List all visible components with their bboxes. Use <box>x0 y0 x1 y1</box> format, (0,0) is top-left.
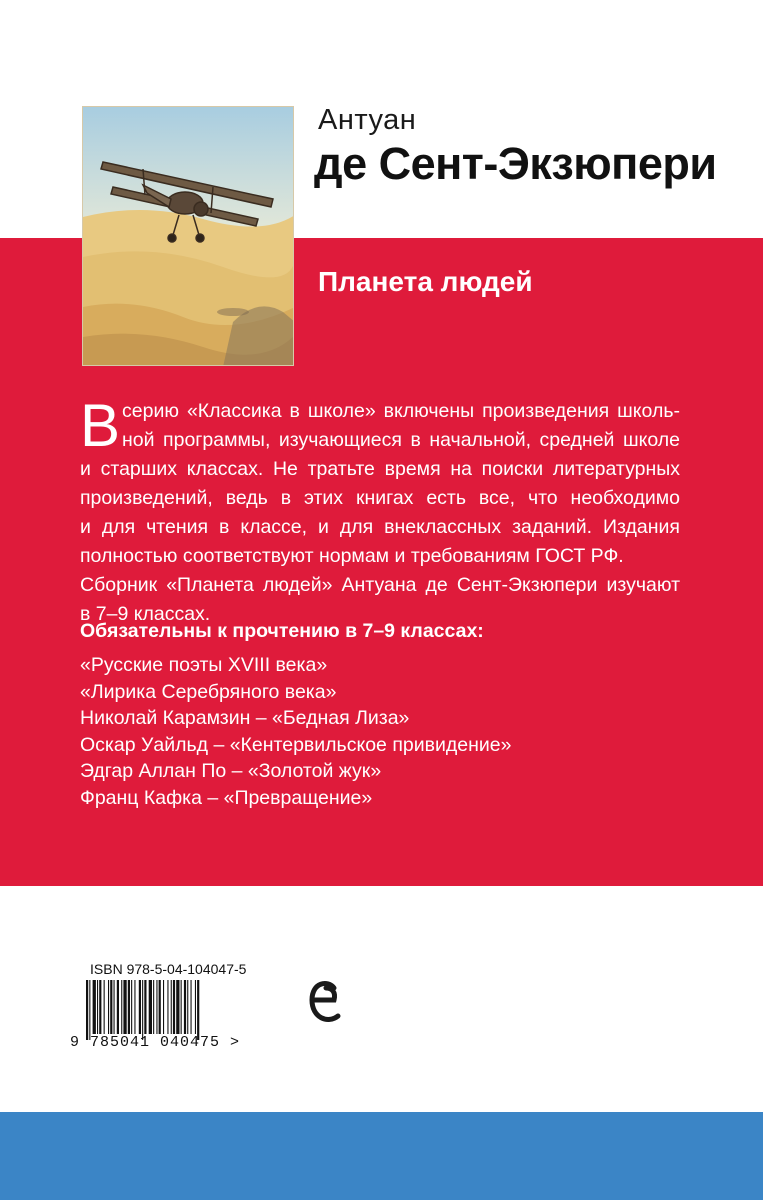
barcode-bar <box>93 980 96 1034</box>
reading-list-item: «Лирика Серебряного века» <box>80 680 337 703</box>
barcode-bar <box>163 980 164 1034</box>
barcode-bar <box>117 980 119 1034</box>
dropcap-letter: В <box>80 392 121 459</box>
barcode-bar <box>121 980 122 1034</box>
barcode-bar <box>176 980 179 1034</box>
barcode-bar <box>191 980 192 1034</box>
description-line: ной программы, изучающиеся в начальной, средней школе <box>122 429 680 451</box>
barcode-digits: 9 785041 040475 > <box>70 1034 241 1051</box>
isbn-barcode <box>84 980 254 1040</box>
barcode-bar <box>181 980 182 1034</box>
barcode-bar <box>153 980 154 1034</box>
barcode-bar <box>149 980 152 1034</box>
barcode-bar <box>171 980 172 1034</box>
description-line: и для чтения в классе, и для внеклассных заданий. Издания <box>80 516 680 538</box>
required-reading-list <box>80 652 511 811</box>
author-first-name: Антуан <box>318 104 417 136</box>
description-line: в 7–9 классах. <box>80 603 211 625</box>
barcode-bar <box>114 980 115 1034</box>
barcode-bar <box>86 980 88 1040</box>
barcode-bar <box>97 980 98 1034</box>
barcode-bar <box>134 980 135 1034</box>
barcode-bar <box>156 980 157 1034</box>
barcode-bar <box>159 980 161 1034</box>
book-title: Планета людей <box>318 266 533 297</box>
blue-bottom-band <box>0 1112 763 1200</box>
barcode-bar <box>108 980 109 1034</box>
biplane-illustration <box>83 107 294 366</box>
cover-illustration-biplane <box>82 106 294 366</box>
reading-list-item: Николай Карамзин – «Бедная Лиза» <box>80 707 410 729</box>
barcode-bar <box>89 980 90 1040</box>
barcode-bar <box>187 980 188 1034</box>
description-line: серию «Классика в школе» включены произведения школь- <box>122 400 680 422</box>
series-description <box>80 392 680 629</box>
barcode-bar <box>197 980 199 1040</box>
barcode-bar <box>173 980 175 1034</box>
barcode-bar <box>110 980 112 1034</box>
barcode-bar <box>139 980 141 1034</box>
description-opening-text <box>122 397 680 455</box>
required-reading-heading: Обязательны к прочтению в 7–9 классах: <box>80 620 484 642</box>
isbn-label: ISBN 978-5-04-104047-5 <box>90 961 247 977</box>
barcode-bar <box>195 980 196 1034</box>
description-line: произведений, ведь в этих книгах есть все, что необходимо <box>80 487 680 509</box>
reading-list-item: Эдгар Аллан По – «Золотой жук» <box>80 760 382 782</box>
description-line: полностью соответствуют нормам и требованиям ГОСТ РФ. <box>80 545 624 567</box>
barcode-bar <box>184 980 186 1034</box>
description-line: и старших классах. Не тратьте время на поиски литературных <box>80 458 680 480</box>
author-last-name: де Сент-Экзюпери <box>314 138 717 189</box>
barcode-bar <box>167 980 168 1034</box>
publisher-logo-icon <box>304 974 346 1030</box>
barcode-bar <box>99 980 101 1034</box>
description-line: Сборник «Планета людей» Антуана де Сент-Экзюпери изучают <box>80 574 680 596</box>
barcode-bar <box>142 980 143 1040</box>
barcode-bar <box>128 980 130 1034</box>
reading-list-item: Франц Кафка – «Превращение» <box>80 786 373 809</box>
barcode-bar <box>123 980 126 1034</box>
barcode-bar <box>131 980 132 1034</box>
reading-list-item: Оскар Уайльд – «Кентервильское привидение» <box>80 733 512 756</box>
description-opening <box>80 392 680 459</box>
barcode-bar <box>144 980 146 1034</box>
reading-list-item: «Русские поэты XVIII века» <box>80 654 328 676</box>
barcode-bar <box>104 980 105 1034</box>
